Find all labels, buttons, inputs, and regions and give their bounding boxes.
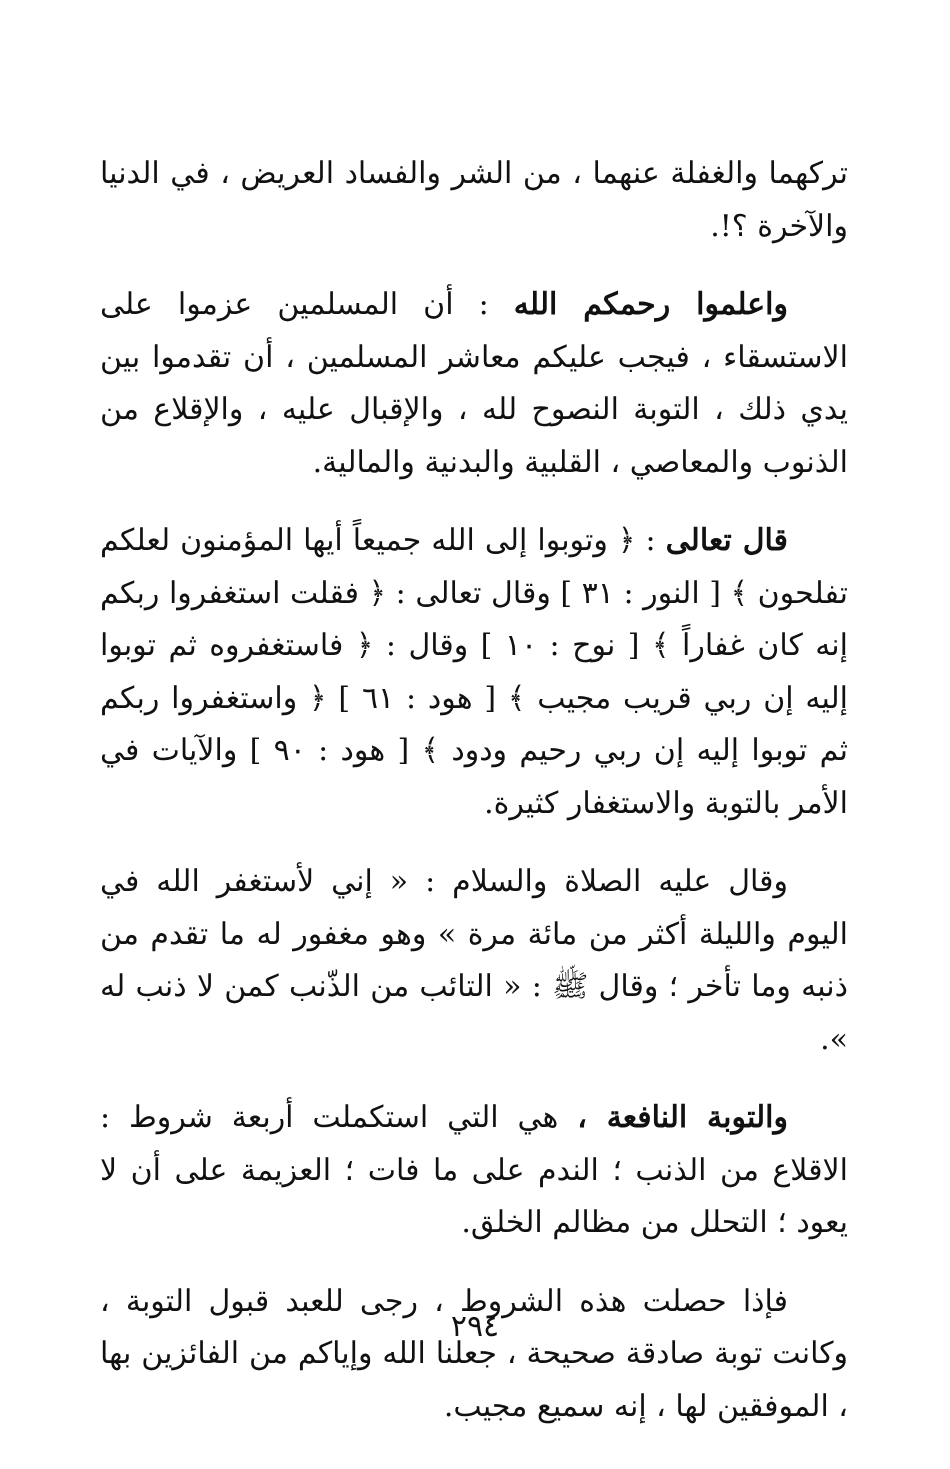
paragraph-6 (100, 1276, 848, 1434)
paragraph-lead: قال تعالى (665, 523, 788, 558)
paragraph-text: : ﴿ وتوبوا إلى الله جميعاً أيها المؤمنون لعلكم تفلحون ﴾ [ النور : ٣١ ] وقال تعالى : ﴿ فقلت استغفروا ربكم إنه كان غفاراً ﴾ [ نوح : ١٠ ] وقال : ﴿ فاستغفروه ثم توبوا إليه إن ربي قريب مجيب ﴾ [ هود : ٦١ ] ﴿ واستغفروا ربكم ثم توبوا إليه إن ربي رحيم ودود ﴾ [ هود : ٩٠ ] والآيات في الأمر بالتوبة والاستغفار كثيرة. (100, 523, 849, 821)
paragraph-lead: واعلموا رحمكم الله (513, 287, 788, 322)
paragraph-1 (100, 148, 848, 253)
paragraph-text: تركهما والغفلة عنهما ، من الشر والفساد العريض ، في الدنيا والآخرة ؟!. (100, 156, 848, 244)
paragraph-5 (100, 1092, 848, 1250)
paragraph-text: وقال عليه الصلاة والسلام : « إني لأستغفر الله في اليوم والليلة أكثر من مائة مرة » وهو مغفور له ما تقدم من ذنبه وما تأخر ؛ وقال ﷺ : « التائب من الذّنب كمن لا ذنب له ». (100, 864, 848, 1057)
paragraph-2 (100, 279, 848, 489)
paragraph-lead: والتوبة النافعة ، (577, 1100, 788, 1135)
page-body (100, 148, 848, 1459)
paragraph-3 (100, 515, 848, 830)
paragraph-text: هي التي استكملت أربعة شروط : الاقلاع من الذنب ؛ الندم على ما فات ؛ العزيمة على أن لا يعود ؛ التحلل من مظالم الخلق. (100, 1100, 848, 1240)
paragraph-text: فإذا حصلت هذه الشروط ، رجى للعبد قبول التوبة ، وكانت توبة صادقة صحيحة ، جعلنا الله وإياكم من الفائزين بها ، الموفقين لها ، إنه سميع مجيب. (100, 1283, 848, 1424)
paragraph-text: : أن المسلمين عزموا على الاستسقاء ، فيجب عليكم معاشر المسلمين ، أن تقدموا بين يدي ذلك ، التوبة النصوح لله ، والإقبال عليه ، والإقلاع من الذنوب والمعاصي ، القلبية والبدنية والمالية. (100, 287, 848, 480)
paragraph-4 (100, 856, 848, 1066)
page-number: ٢٩٤ (450, 1309, 500, 1344)
